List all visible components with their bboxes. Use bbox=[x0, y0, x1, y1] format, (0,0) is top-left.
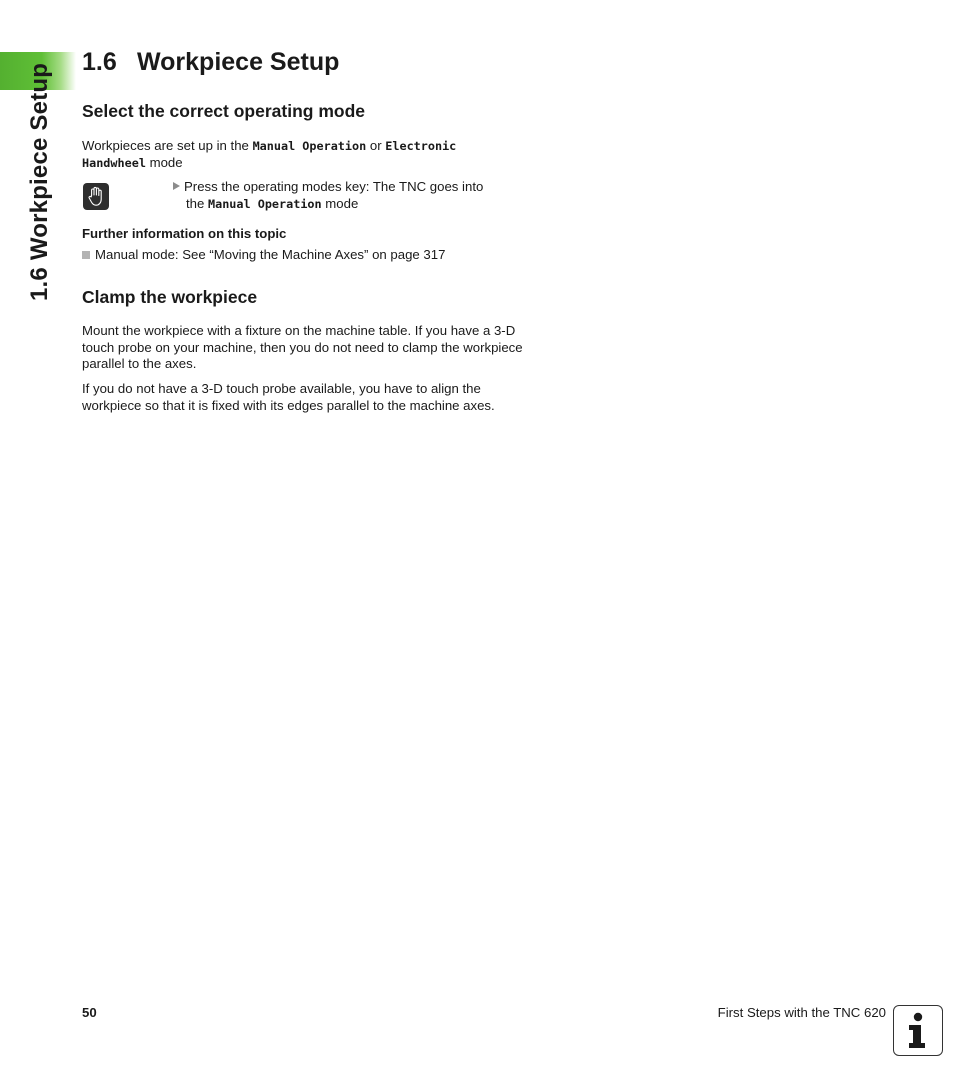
step-arrow-icon bbox=[173, 182, 180, 190]
page-title bbox=[82, 47, 339, 77]
mode-manual-operation: Manual Operation bbox=[252, 139, 367, 153]
step-line2-suffix: mode bbox=[321, 195, 359, 211]
clamp-paragraph-1: Mount the workpiece with a fixture on the machine table. If you have a 3-D touch probe on your machine, then you do not need to clamp the workpiece parallel to the axes. bbox=[82, 323, 523, 371]
further-info-item bbox=[82, 247, 445, 264]
clamp-paragraph-2: If you do not have a 3-D touch probe available, you have to align the workpiece so that it is fixed with its edges parallel to the machine axes. bbox=[82, 381, 495, 413]
intro-paragraph bbox=[82, 138, 527, 171]
info-icon bbox=[893, 1005, 943, 1056]
intro-or-text: or bbox=[366, 138, 386, 153]
intro-text: Workpieces are set up in the bbox=[82, 138, 253, 153]
heading-operating-mode: Select the correct operating mode bbox=[82, 101, 365, 121]
section-number: 1.6 bbox=[82, 48, 117, 76]
further-info-label: Further information on this topic bbox=[82, 226, 287, 241]
step-press-mode-key bbox=[173, 179, 518, 212]
step-mode-manual-operation: Manual Operation bbox=[208, 196, 322, 211]
step-line1: Press the operating modes key: The TNC goes into bbox=[184, 179, 484, 194]
page-number: 50 bbox=[82, 1005, 97, 1020]
heading-clamp-workpiece: Clamp the workpiece bbox=[82, 287, 258, 307]
section-title: Workpiece Setup bbox=[137, 48, 340, 76]
further-info-text: Manual mode: See “Moving the Machine Axes” on page 317 bbox=[95, 247, 446, 262]
mode-electronic-handwheel: Electronic Handwheel bbox=[82, 139, 457, 170]
chapter-side-title: 1.6 Workpiece Setup bbox=[26, 62, 53, 301]
bullet-square-icon bbox=[82, 251, 90, 259]
step-line2-prefix: the bbox=[186, 195, 208, 211]
step-line2 bbox=[173, 196, 518, 213]
intro-suffix-text: mode bbox=[145, 154, 183, 170]
footer-book-title: First Steps with the TNC 620 bbox=[717, 1005, 886, 1020]
manual-operation-hand-icon bbox=[83, 183, 109, 210]
